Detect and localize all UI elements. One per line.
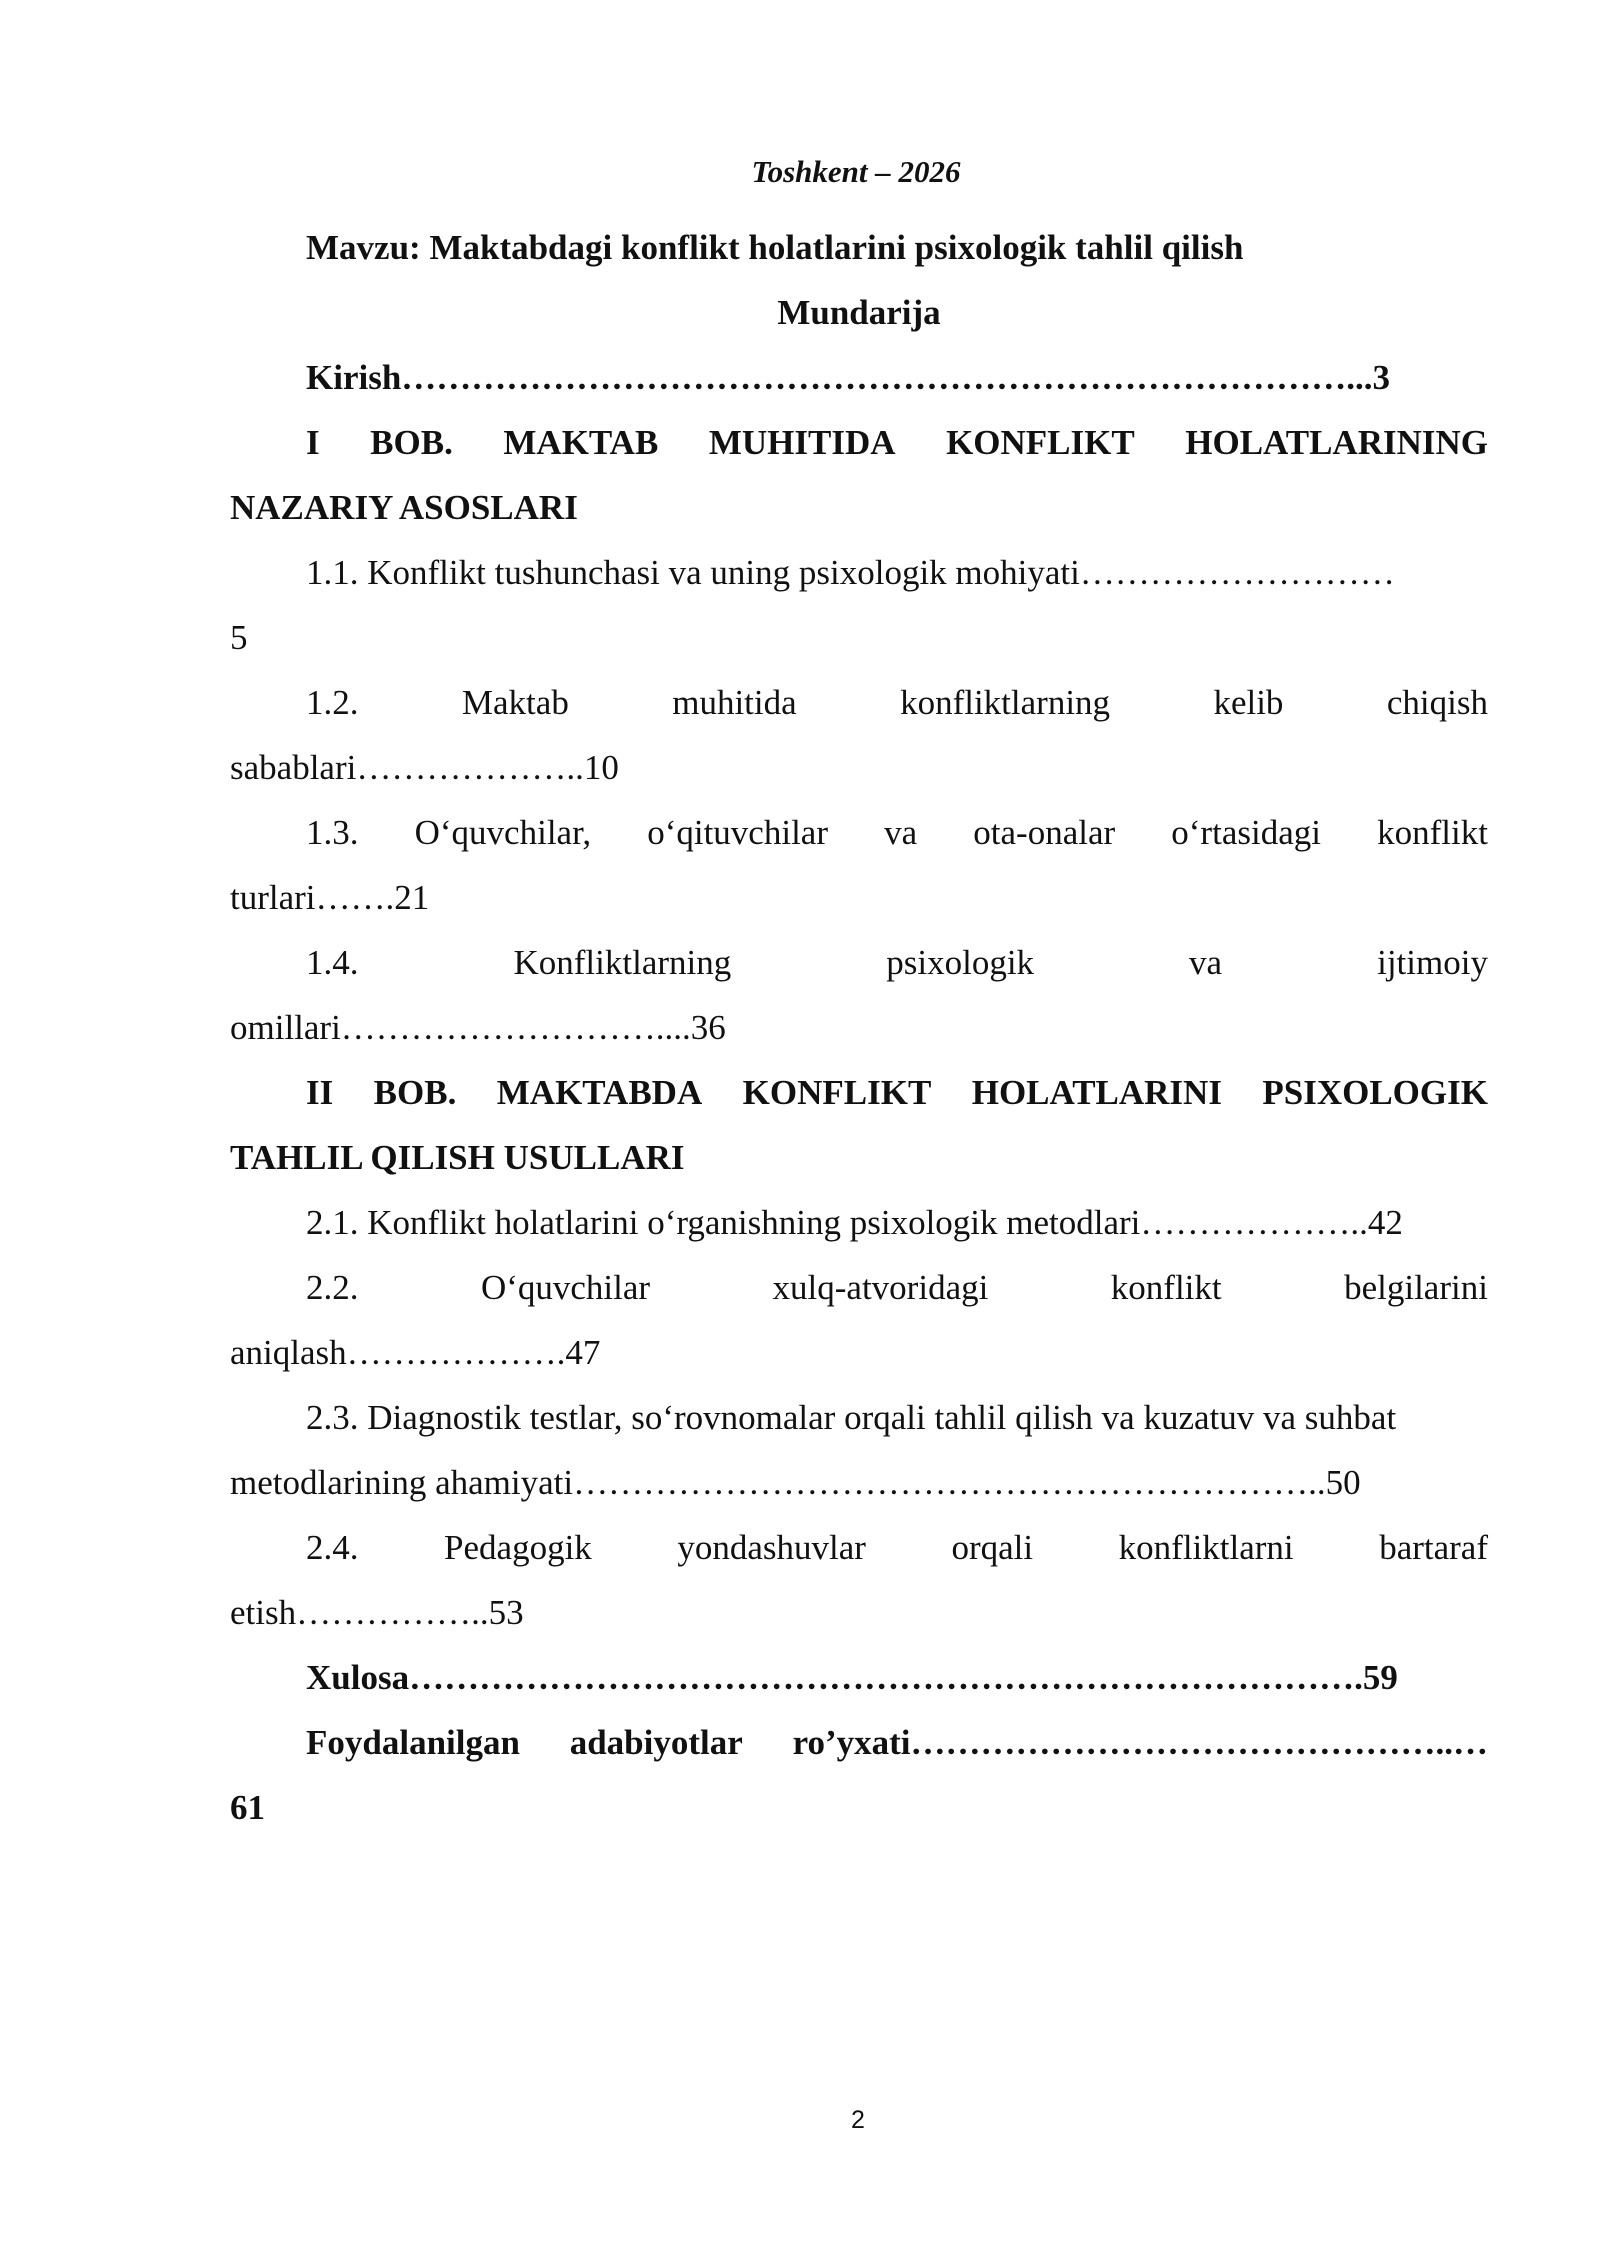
entry-word: konfliktlarning	[900, 683, 1111, 722]
entry-word: konflikt	[1377, 813, 1488, 852]
toc-entry-2-2	[230, 1255, 1488, 1320]
toc-entry-1-1-page: 5	[230, 618, 248, 657]
page-number: 2	[851, 2106, 865, 2134]
entry-word: va	[1189, 943, 1223, 982]
entry-word: o‘qituvchilar	[647, 813, 828, 852]
toc-entry-1-2-continued: sabablari………………..10	[230, 748, 619, 787]
entry-word: adabiyotlar	[569, 1723, 743, 1762]
city-year: Toshkent – 2026	[751, 154, 961, 189]
entry-word: O‘quvchilar	[480, 1268, 651, 1307]
heading-word: PSIXOLOGIK	[1262, 1073, 1488, 1112]
toc-leader-dots: ……………………………………………………………………….	[409, 1658, 1363, 1697]
entry-word: O‘quvchilar,	[414, 813, 592, 852]
entry-word: muhitida	[672, 683, 797, 722]
entry-word: ota-onalar	[973, 813, 1116, 852]
entry-word: belgilarini	[1344, 1268, 1488, 1307]
toc-entry-1-4	[230, 930, 1488, 995]
toc-entry-2-4-continued: etish……………..53	[230, 1593, 524, 1632]
heading-word: MAKTABDA	[496, 1073, 703, 1112]
entry-word: konflikt	[1110, 1268, 1222, 1307]
heading-word: BOB.	[370, 423, 453, 462]
toc-entry-2-3-continued: metodlarining ahamiyati………………………………………………………..50	[230, 1463, 1361, 1502]
toc-heading: Mundarija	[777, 293, 941, 332]
heading-word: BOB.	[373, 1073, 457, 1112]
entry-word: va	[884, 813, 918, 852]
heading-word: KONFLIKT	[946, 423, 1135, 462]
entry-word: Foydalanilgan	[306, 1723, 520, 1762]
entry-word: 2.2.	[306, 1268, 359, 1307]
toc-entry-2-2-continued: aniqlash……………….47	[230, 1333, 601, 1372]
toc-page-number: 3	[1372, 358, 1391, 397]
entry-word: ro’yxati………………………………………..…	[792, 1723, 1488, 1762]
heading-word: KONFLIKT	[742, 1073, 932, 1112]
heading-word: I	[306, 423, 320, 462]
entry-word: 1.3.	[306, 813, 359, 852]
toc-page-number: 59	[1362, 1658, 1398, 1697]
entry-word: konfliktlarni	[1118, 1528, 1294, 1567]
entry-word: psixologik	[886, 943, 1035, 982]
chapter-1-heading-continued: NAZARIY ASOSLARI	[230, 488, 578, 527]
topic-title: Mavzu: Maktabdagi konflikt holatlarini psixologik tahlil qilish	[306, 228, 1244, 267]
entry-word: o‘rtasidagi	[1171, 813, 1321, 852]
entry-word: bartaraf	[1379, 1528, 1488, 1567]
entry-word: Maktab	[461, 683, 569, 722]
entry-word: yondashuvlar	[677, 1528, 866, 1567]
toc-entry-1-3-continued: turlari…….21	[230, 878, 430, 917]
table-of-contents	[230, 215, 1488, 1840]
heading-word: MUHITIDA	[708, 423, 896, 462]
entry-word: Pedagogik	[444, 1528, 592, 1567]
entry-word: chiqish	[1386, 683, 1488, 722]
entry-word: ijtimoiy	[1377, 943, 1488, 982]
entry-word: Konfliktlarning	[513, 943, 732, 982]
chapter-2-heading	[230, 1060, 1488, 1125]
toc-leader-dots: ………………………………………………………………………...	[401, 358, 1373, 397]
heading-word: II	[306, 1073, 334, 1112]
entry-word: kelib	[1213, 683, 1284, 722]
toc-entry-references	[230, 1710, 1488, 1775]
heading-word: MAKTAB	[503, 423, 659, 462]
toc-entry-2-3: 2.3. Diagnostik testlar, so‘rovnomalar orqali tahlil qilish va kuzatuv va suhbat	[306, 1398, 1397, 1437]
toc-entry-label: Xulosa	[306, 1658, 410, 1697]
chapter-1-heading	[230, 410, 1488, 475]
toc-entry-1-1: 1.1. Konflikt tushunchasi va uning psixologik mohiyati………………………	[306, 553, 1395, 592]
chapter-2-heading-continued: TAHLIL QILISH USULLARI	[230, 1138, 685, 1177]
toc-entry-1-4-continued: omillari………………………....36	[230, 1008, 726, 1047]
toc-entry-1-2	[230, 670, 1488, 735]
entry-word: 1.2.	[306, 683, 359, 722]
toc-entry-2-4	[230, 1515, 1488, 1580]
entry-word: xulq-atvoridagi	[772, 1268, 989, 1307]
toc-entry-intro	[230, 345, 1488, 410]
heading-word: HOLATLARINING	[1185, 423, 1488, 462]
toc-entry-1-3	[230, 800, 1488, 865]
toc-entry-label: Kirish	[306, 358, 402, 397]
entry-word: 1.4.	[306, 943, 359, 982]
entry-word: 2.4.	[306, 1528, 359, 1567]
heading-word: HOLATLARINI	[971, 1073, 1222, 1112]
toc-entry-references-page: 61	[230, 1788, 265, 1827]
entry-word: orqali	[951, 1528, 1034, 1567]
toc-entry-2-1: 2.1. Konflikt holatlarini o‘rganishning psixologik metodlari………………..42	[306, 1203, 1403, 1242]
toc-entry-conclusion	[230, 1645, 1488, 1710]
